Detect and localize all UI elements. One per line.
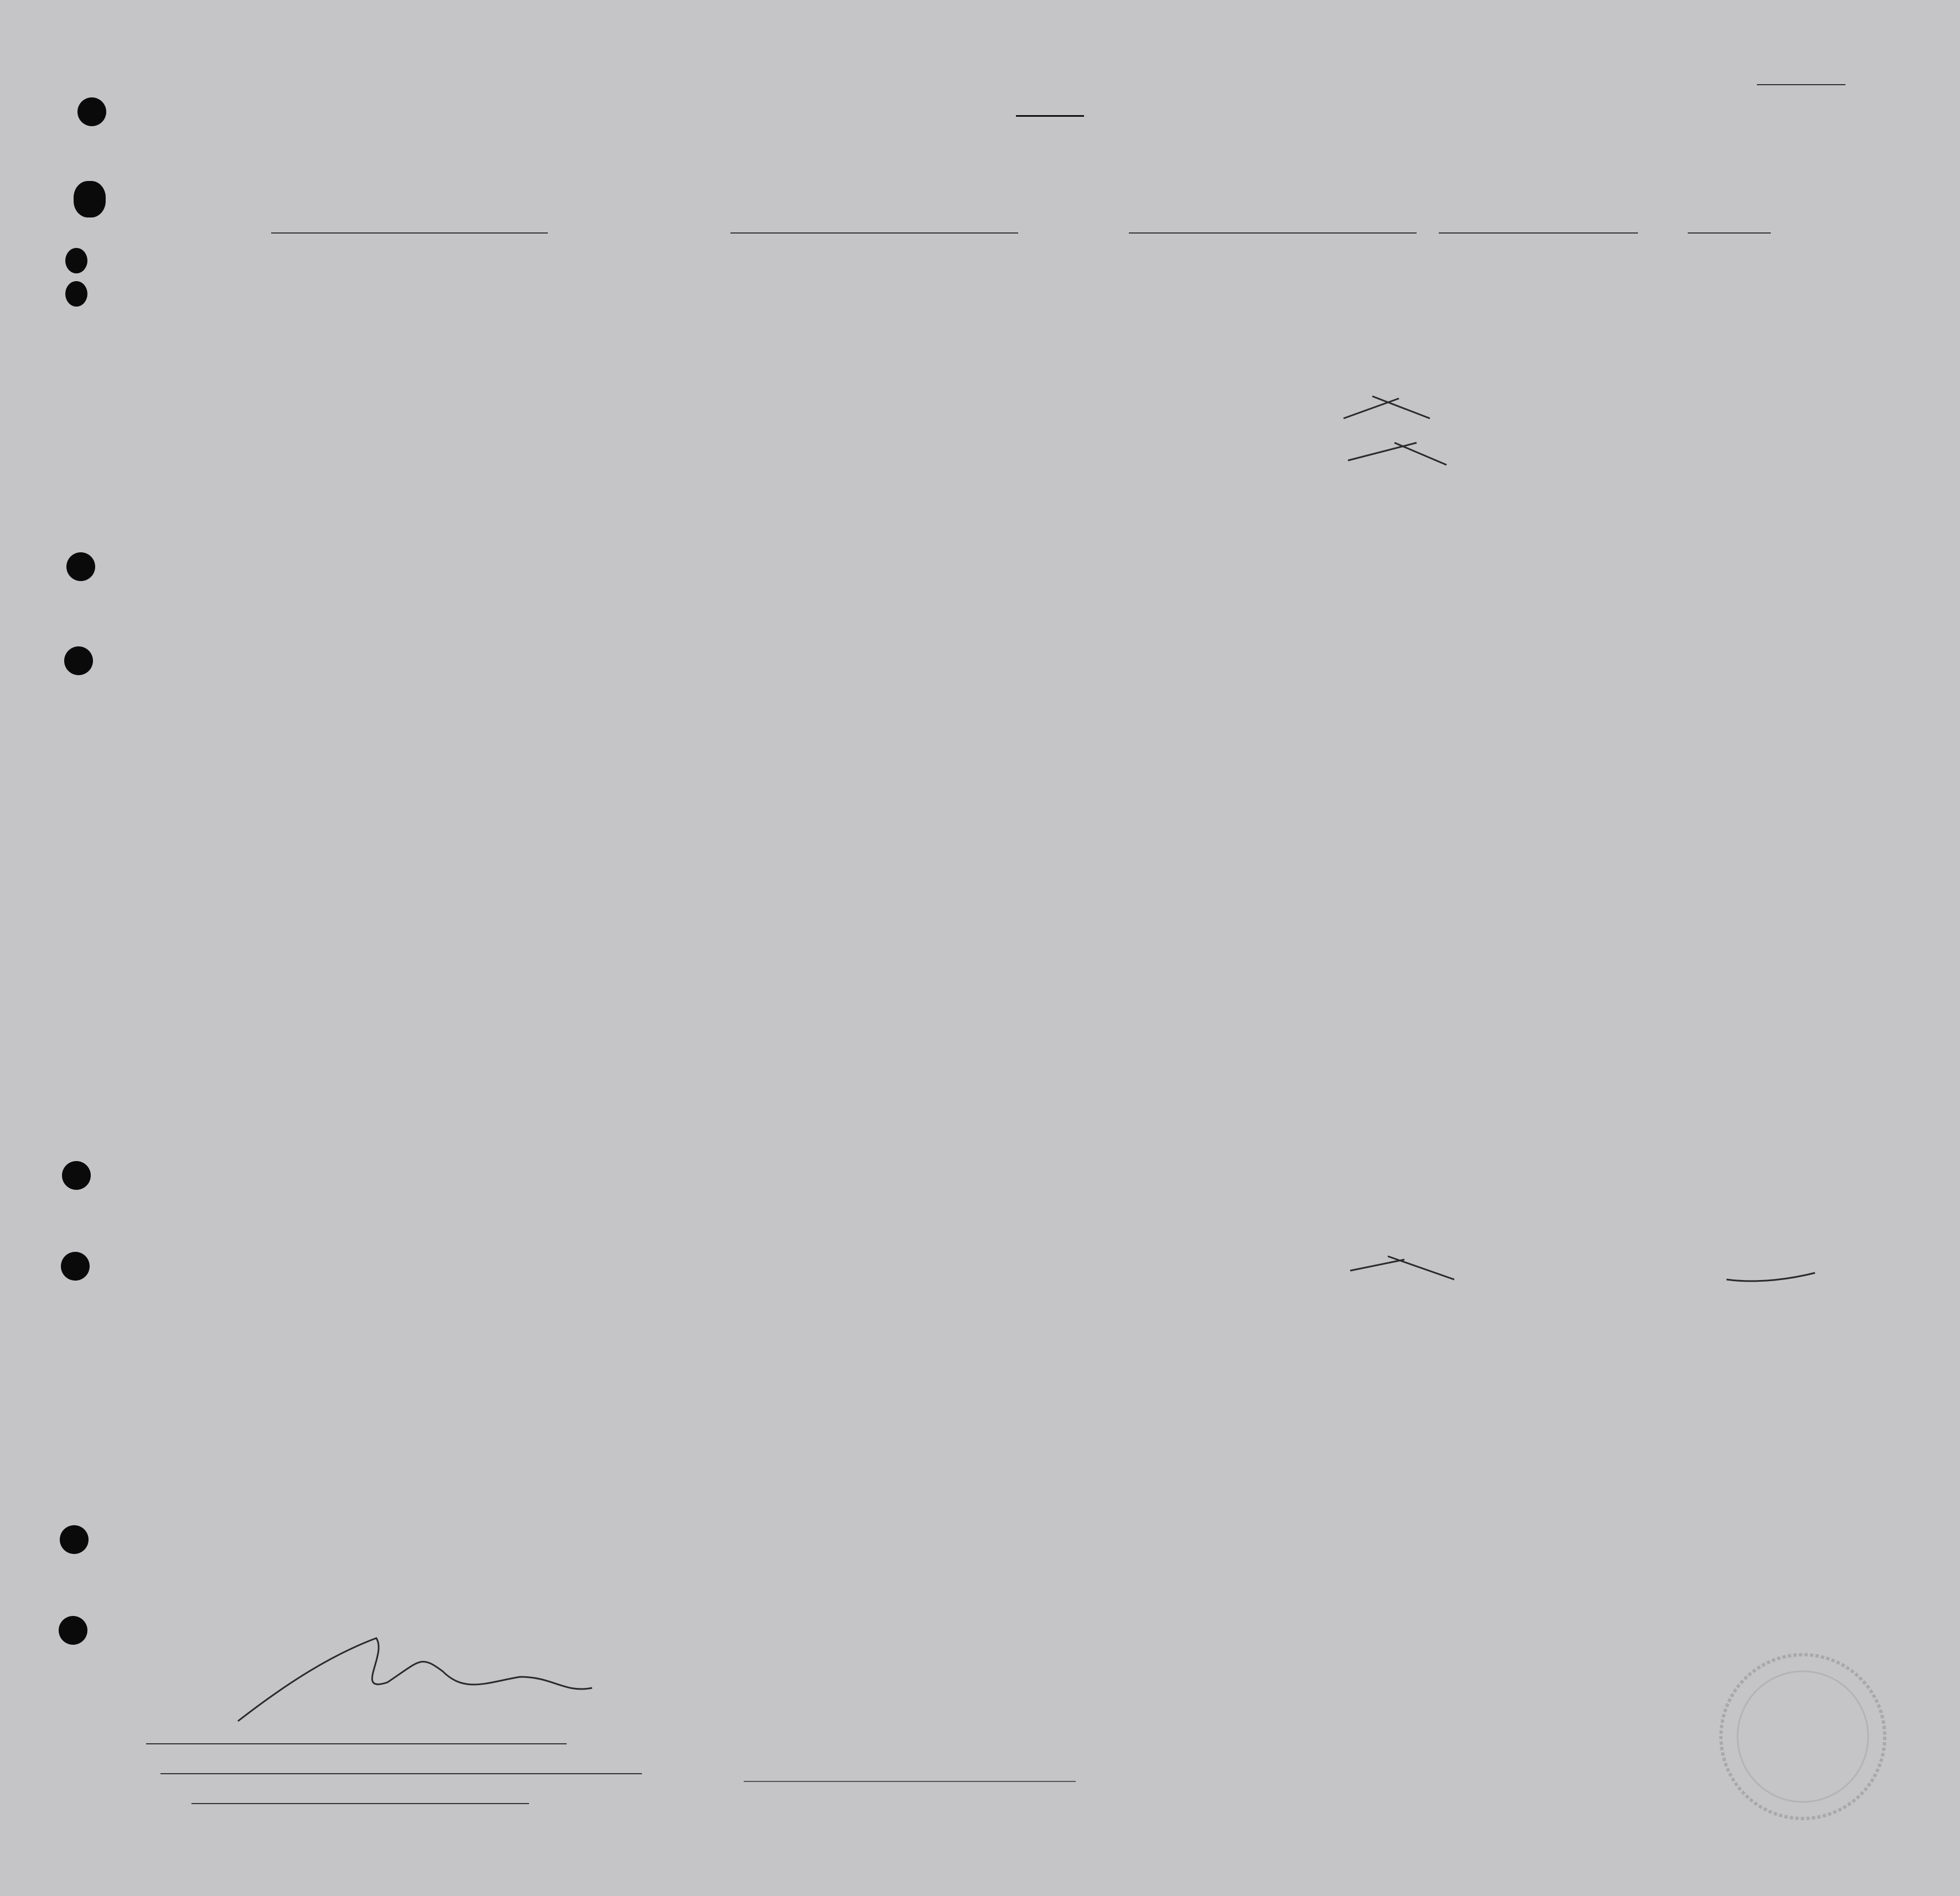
owners-underline — [160, 1773, 642, 1774]
inspector-signature-line — [744, 1781, 1076, 1782]
local-agents-underline — [191, 1803, 529, 1804]
line-underline — [146, 1743, 567, 1744]
